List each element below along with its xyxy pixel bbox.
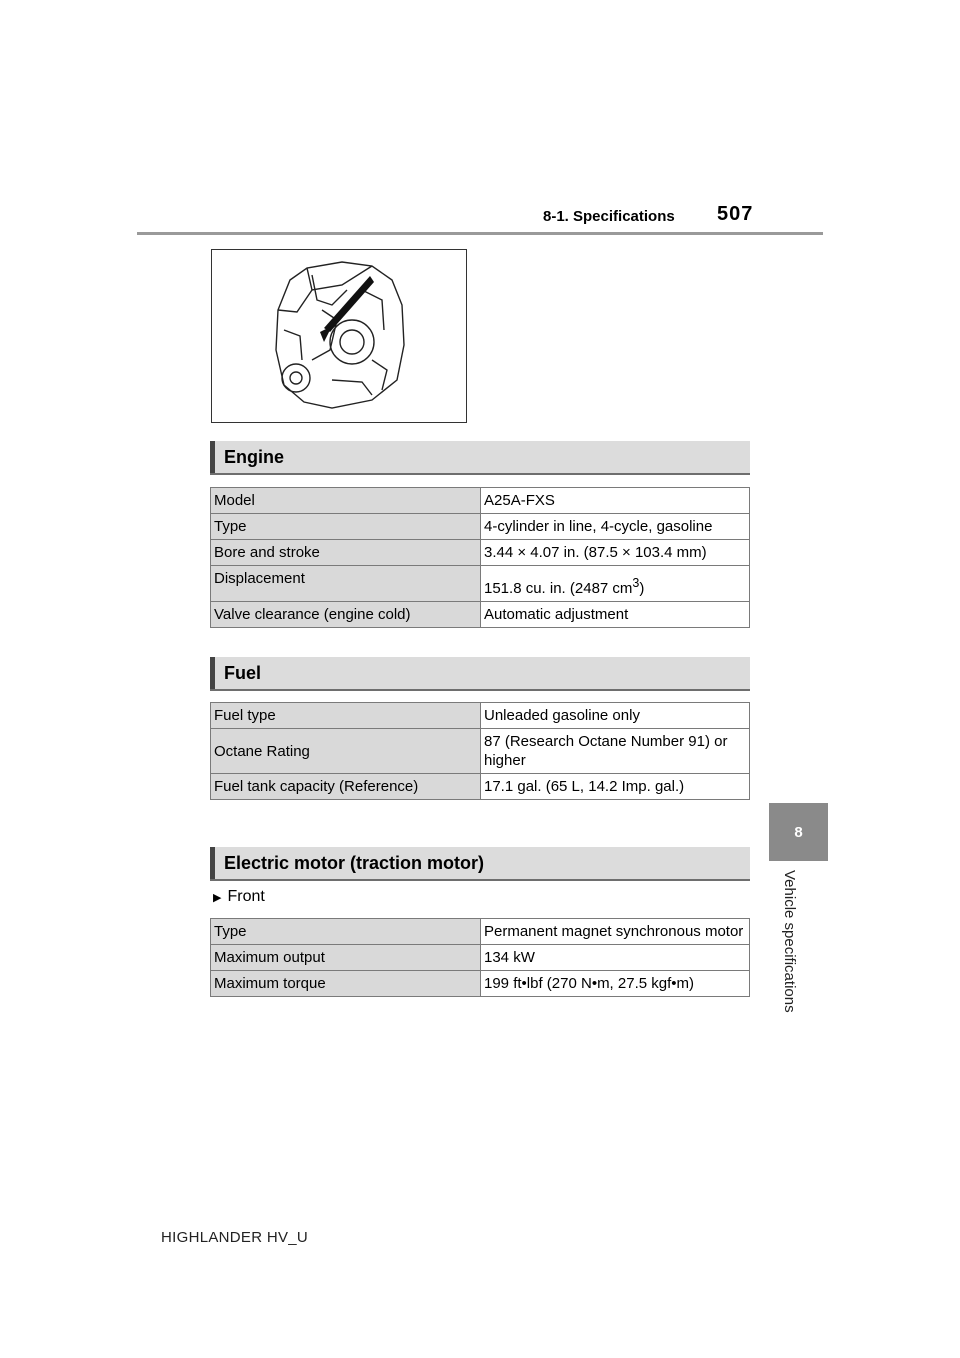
- spec-label: Displacement: [211, 566, 481, 602]
- spec-value: 134 kW: [481, 945, 750, 971]
- fuel-spec-table: [210, 702, 750, 800]
- spec-label: Model: [211, 488, 481, 514]
- table-row: [211, 774, 750, 800]
- spec-label: Type: [211, 919, 481, 945]
- fuel-heading: Fuel: [224, 663, 262, 683]
- spec-value: 3.44 × 4.07 in. (87.5 × 103.4 mm): [481, 540, 750, 566]
- table-row: [211, 945, 750, 971]
- displacement-value: 151.8 cu. in. (2487 cm: [484, 580, 633, 597]
- engine-section-heading: [210, 441, 750, 475]
- table-row: [211, 514, 750, 540]
- chapter-tab[interactable]: 8: [769, 803, 828, 861]
- chapter-label: Vehicle specifications: [781, 870, 798, 1013]
- heading-bar: [210, 441, 215, 473]
- spec-label: Maximum output: [211, 945, 481, 971]
- engine-illustration-icon: [212, 250, 466, 422]
- spec-label: Maximum torque: [211, 971, 481, 997]
- table-row: [211, 540, 750, 566]
- spec-value: 199 ft•lbf (270 N•m, 27.5 kgf•m): [481, 971, 750, 997]
- table-row: [211, 566, 750, 602]
- motor-spec-table: [210, 918, 750, 997]
- spec-value: Unleaded gasoline only: [481, 703, 750, 729]
- heading-bar: [210, 657, 215, 689]
- table-row: [211, 703, 750, 729]
- displacement-suffix: ): [639, 580, 645, 597]
- subheading-text: Front: [227, 888, 265, 905]
- table-row: [211, 602, 750, 628]
- table-row: [211, 488, 750, 514]
- spec-label: Valve clearance (engine cold): [211, 602, 481, 628]
- spec-value: Automatic adjustment: [481, 602, 750, 628]
- spec-label: Bore and stroke: [211, 540, 481, 566]
- triangle-bullet-icon: ▶: [213, 892, 222, 904]
- engine-figure: [211, 249, 467, 423]
- spec-value: [481, 566, 750, 602]
- spec-value: Permanent magnet synchronous motor: [481, 919, 750, 945]
- spec-value: 17.1 gal. (65 L, 14.2 Imp. gal.): [481, 774, 750, 800]
- page-number: 507: [717, 203, 754, 225]
- spec-value: 4-cylinder in line, 4-cycle, gasoline: [481, 514, 750, 540]
- table-row: [211, 919, 750, 945]
- section-title: 8-1. Specifications: [543, 208, 675, 225]
- spec-label: Octane Rating: [211, 729, 481, 774]
- motor-heading: Electric motor (traction motor): [224, 853, 485, 873]
- spec-value: A25A-FXS: [481, 488, 750, 514]
- engine-heading: Engine: [224, 447, 285, 467]
- footer-model: HIGHLANDER HV_U: [161, 1229, 309, 1246]
- fuel-section-heading: [210, 657, 750, 691]
- heading-bar: [210, 847, 215, 879]
- displacement-exponent: 3: [632, 576, 640, 590]
- table-row: [211, 971, 750, 997]
- spec-value: 87 (Research Octane Number 91) or higher: [481, 729, 750, 774]
- table-row: [211, 729, 750, 774]
- spec-label: Fuel tank capacity (Reference): [211, 774, 481, 800]
- spec-label: Type: [211, 514, 481, 540]
- spec-label: Fuel type: [211, 703, 481, 729]
- header-divider: [137, 232, 823, 235]
- front-subheading: [213, 888, 265, 906]
- motor-section-heading: [210, 847, 750, 881]
- engine-spec-table: [210, 487, 750, 628]
